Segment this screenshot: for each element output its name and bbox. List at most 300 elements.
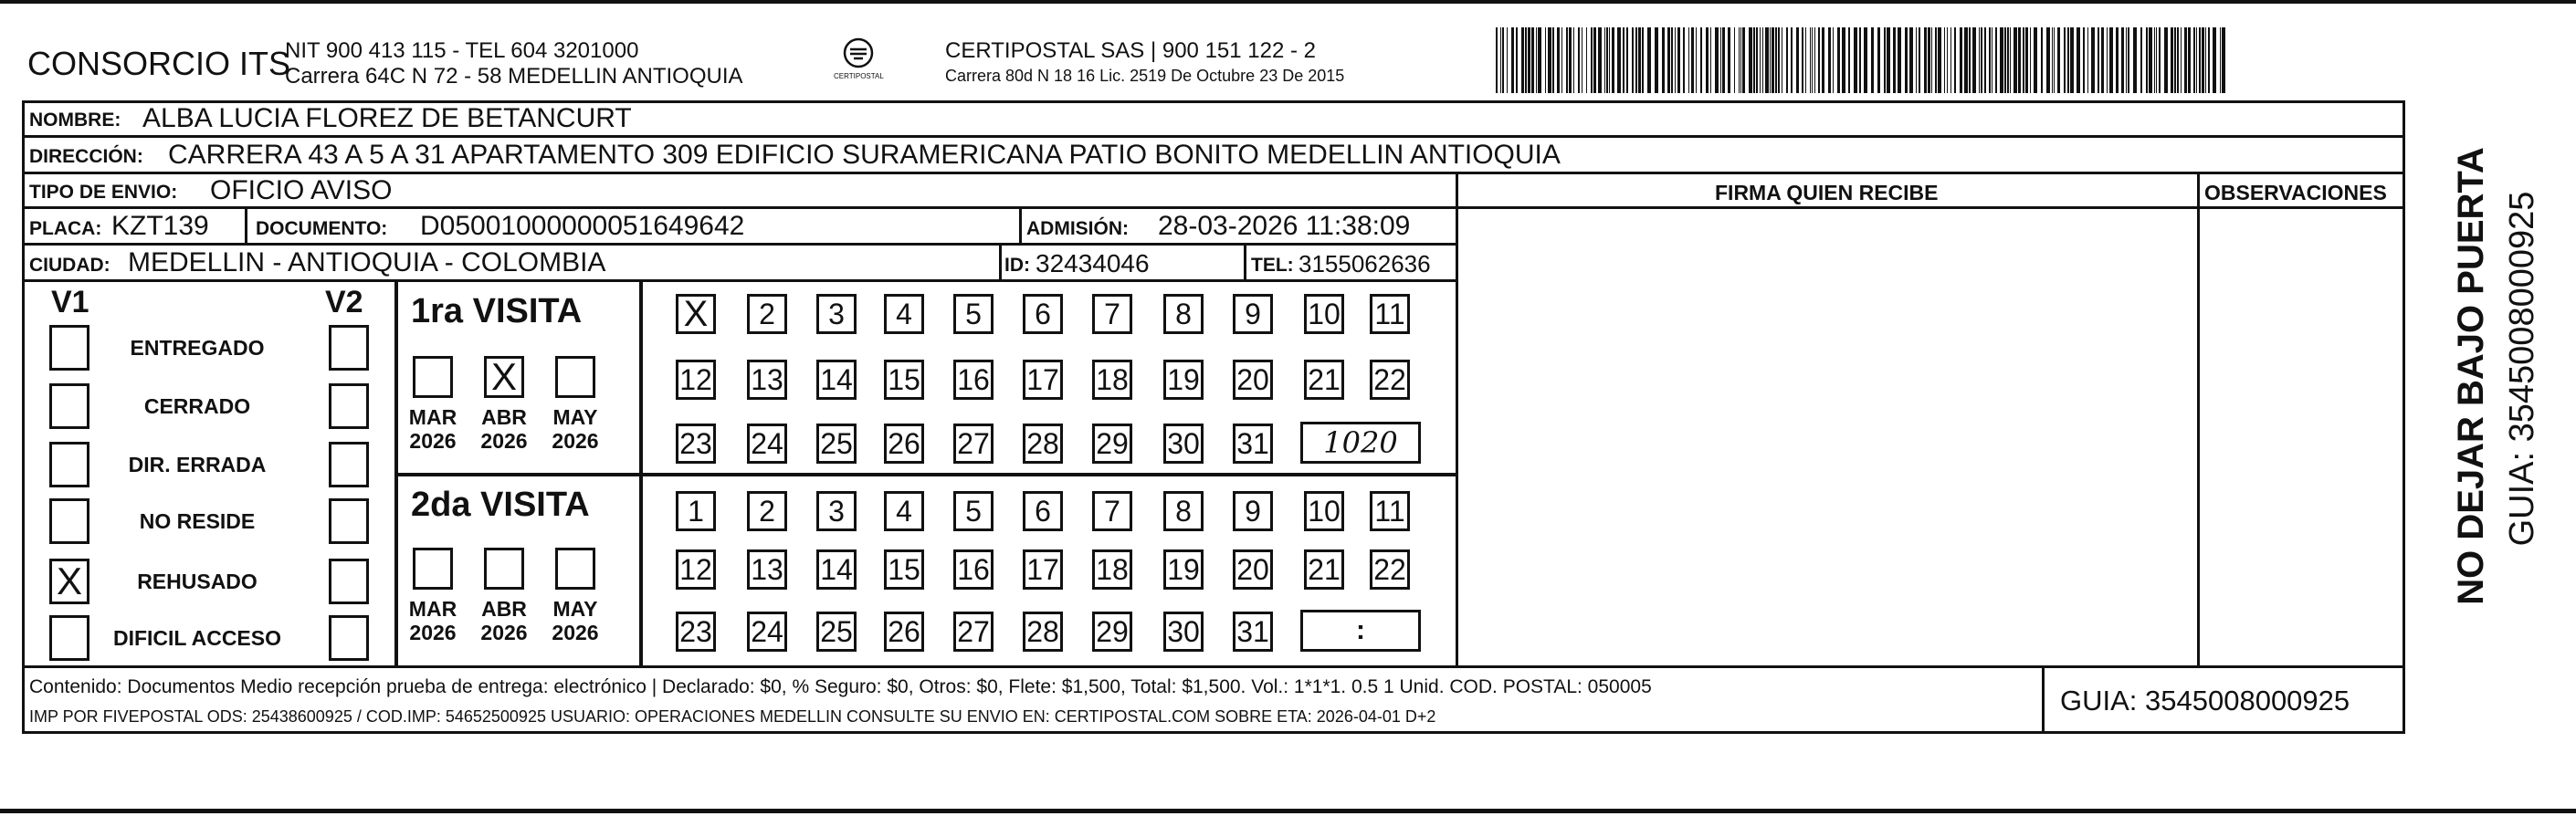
barcode-bar xyxy=(2199,27,2201,93)
visit1-day-box[interactable]: 23 xyxy=(676,424,716,464)
barcode-bar xyxy=(1877,27,1880,93)
barcode-bar xyxy=(2149,27,2152,93)
barcode-bar xyxy=(2196,27,2197,93)
visit1-month-name: MAR xyxy=(408,405,457,429)
barcode-bar xyxy=(1989,27,1991,93)
visit2-day-box[interactable]: 9 xyxy=(1233,491,1273,531)
visit1-day-box[interactable]: 14 xyxy=(816,360,857,400)
visit1-day-box[interactable]: 2 xyxy=(747,294,787,334)
barcode-bar xyxy=(2202,27,2204,93)
barcode-bar xyxy=(1496,27,1498,93)
barcode-bar xyxy=(1924,27,1927,93)
visit1-day-box[interactable]: 8 xyxy=(1163,294,1204,334)
barcode-bar xyxy=(2133,27,2137,93)
barcode-bar xyxy=(1848,27,1850,93)
visit2-day-box[interactable]: 2 xyxy=(747,491,787,531)
barcode-bar xyxy=(1696,27,1697,93)
tel-value: 3155062636 xyxy=(1299,250,1431,277)
barcode-bar xyxy=(2193,27,2195,93)
ciudad-label: CIUDAD: xyxy=(29,255,110,276)
visit1-day-box[interactable]: 7 xyxy=(1092,294,1132,334)
barcode-bar xyxy=(2208,27,2210,93)
barcode-bar xyxy=(1548,27,1551,93)
barcode-bar xyxy=(1810,27,1811,93)
barcode-bar xyxy=(1822,27,1824,93)
barcode-bar xyxy=(1969,27,1971,93)
barcode-bar xyxy=(1604,27,1605,93)
company-address: Carrera 64C N 72 - 58 MEDELLIN ANTIOQUIA xyxy=(285,64,743,89)
barcode-bar xyxy=(2046,27,2050,93)
visit1-day-box[interactable]: 3 xyxy=(816,294,857,334)
barcode-bar xyxy=(2025,27,2028,93)
barcode-bar xyxy=(1688,27,1689,93)
top-border xyxy=(0,0,2576,4)
month-divider xyxy=(639,279,643,668)
barcode-bar xyxy=(1812,27,1813,93)
visit1-day-box[interactable]: 25 xyxy=(816,424,857,464)
visit2-day-box[interactable]: 18 xyxy=(1092,549,1132,590)
barcode-bar xyxy=(2018,27,2021,93)
guia-box-left xyxy=(2042,665,2045,734)
tipo-value: OFICIO AVISO xyxy=(210,175,393,205)
visit1-day-box[interactable]: 15 xyxy=(884,360,924,400)
visit2-month-year: 2026 xyxy=(552,621,599,644)
footer-line1: Contenido: Documentos Medio recepción prueba de entrega: electrónico | Declarado: $0, % Seguro: $0, Otros: $0, Flete: $1,500, Total: $1,500. Vol.: 1*1*1. 0.5 1 Unid. COD. POSTAL: 050005 xyxy=(29,676,1652,697)
id-label: ID: xyxy=(1004,255,1030,276)
status-label: ENTREGADO xyxy=(130,336,265,360)
barcode-bar xyxy=(1760,27,1761,93)
visit-divider xyxy=(394,473,1456,476)
barcode-bar xyxy=(1538,27,1541,93)
barcode-bar xyxy=(2077,27,2080,93)
visit2-month-checkbox[interactable] xyxy=(555,548,595,590)
visit1-day-box[interactable]: 30 xyxy=(1163,424,1204,464)
visit2-day-box[interactable]: 1 xyxy=(676,491,716,531)
barcode-bar xyxy=(1928,27,1930,93)
barcode-bar xyxy=(2083,27,2085,93)
barcode-bar xyxy=(1500,27,1501,93)
visit2-day-box[interactable]: 20 xyxy=(1233,549,1273,590)
visit1-day-box[interactable]: 18 xyxy=(1092,360,1132,400)
barcode-bar xyxy=(1753,27,1755,93)
side-warning: NO DEJAR BAJO PUERTA xyxy=(2451,147,2491,605)
barcode-bar xyxy=(1521,27,1524,93)
barcode-bar xyxy=(2023,27,2024,93)
nombre-value: ALBA LUCIA FLOREZ DE BETANCURT xyxy=(142,103,632,133)
barcode-bar xyxy=(1739,27,1740,93)
barcode-bar xyxy=(1617,27,1621,93)
row-placa-bottom xyxy=(22,243,1456,246)
barcode-bar xyxy=(1642,27,1644,93)
barcode-bar xyxy=(1796,27,1799,93)
visit1-day-box[interactable]: 4 xyxy=(884,294,924,334)
visit1-day-box[interactable]: 13 xyxy=(747,360,787,400)
visit2-day-box[interactable]: 24 xyxy=(747,612,787,652)
barcode-bar xyxy=(1683,27,1685,93)
barcode-bar xyxy=(1531,27,1534,93)
tipo-label: TIPO DE ENVIO: xyxy=(29,182,178,203)
barcode-bar xyxy=(2146,27,2148,93)
barcode-bar xyxy=(2087,27,2088,93)
placa-divider xyxy=(245,206,247,245)
direccion-label: DIRECCIÓN: xyxy=(29,146,143,167)
visit1-month-checkbox[interactable]: X xyxy=(484,356,524,398)
barcode-bar xyxy=(1919,27,1920,93)
visit2-day-box[interactable]: 19 xyxy=(1163,549,1204,590)
visit2-month-name: MAR xyxy=(408,597,457,621)
visit1-day-box[interactable]: 19 xyxy=(1163,360,1204,400)
barcode-bar xyxy=(1802,27,1803,93)
barcode-bar xyxy=(2177,27,2179,93)
barcode-bar xyxy=(2184,27,2187,93)
barcode-bar xyxy=(1632,27,1634,93)
barcode-bar xyxy=(1864,27,1867,93)
visit2-day-box[interactable]: 4 xyxy=(884,491,924,531)
form-right xyxy=(2403,100,2405,734)
id-divider xyxy=(999,243,1002,281)
barcode-bar xyxy=(1740,27,1741,93)
barcode-bar xyxy=(1626,27,1628,93)
visit2-day-box[interactable]: 26 xyxy=(884,612,924,652)
visit2-day-box[interactable]: 8 xyxy=(1163,491,1204,531)
barcode-bar xyxy=(2188,27,2191,93)
visit2-month-year: 2026 xyxy=(480,621,528,644)
visit1-day-box[interactable]: 31 xyxy=(1233,424,1273,464)
barcode-bar xyxy=(2070,27,2074,93)
barcode-bar xyxy=(1677,27,1680,93)
footer-line2: IMP POR FIVEPOSTAL ODS: 25438600925 / COD.IMP: 54652500925 USUARIO: OPERACIONES MEDELLIN CONSULTE SU ENVIO EN: CERTIPOSTAL.COM SOBRE ETA: 2026-04-01 D+2 xyxy=(29,707,1436,726)
visit1-month-year: 2026 xyxy=(552,429,599,453)
barcode-bar xyxy=(1905,27,1908,93)
barcode-bar xyxy=(1516,27,1518,93)
barcode-bar xyxy=(1837,27,1840,93)
barcode-bar xyxy=(1591,27,1593,93)
barcode-bar xyxy=(2013,27,2017,93)
barcode-bar xyxy=(1667,27,1670,93)
tel-label: TEL: xyxy=(1251,255,1294,276)
barcode-bar xyxy=(1722,27,1725,93)
barcode-bar xyxy=(2004,27,2006,93)
barcode-bar xyxy=(1700,27,1702,93)
visit1-month-checkbox[interactable] xyxy=(413,356,453,398)
barcode-bar xyxy=(1964,27,1968,93)
visit1-title: 1ra VISITA xyxy=(411,292,583,330)
barcode-bar xyxy=(1598,27,1602,93)
company-name: CONSORCIO ITS xyxy=(27,45,291,82)
visit2-month-checkbox[interactable] xyxy=(484,548,524,590)
visit1-day-box[interactable]: 16 xyxy=(953,360,994,400)
barcode-bar xyxy=(1525,27,1527,93)
visit1-time-box[interactable] xyxy=(1300,422,1421,464)
visit2-day-box[interactable]: 22 xyxy=(1370,549,1410,590)
visit1-month-checkbox[interactable] xyxy=(555,356,595,398)
barcode-bar xyxy=(1536,27,1537,93)
logo-text: CERTIPOSTAL xyxy=(834,72,884,80)
barcode-bar xyxy=(2041,27,2043,93)
status-label: REHUSADO xyxy=(137,570,258,593)
barcode-bar xyxy=(1909,27,1913,93)
footer-bottom xyxy=(22,731,2405,734)
visit2-day-box[interactable]: 11 xyxy=(1370,491,1410,531)
barcode-bar xyxy=(1742,27,1745,93)
barcode-bar xyxy=(1770,27,1771,93)
barcode-bar xyxy=(1931,27,1932,93)
visit1-time: 1020 xyxy=(1323,425,1398,460)
barcode-bar xyxy=(2067,27,2069,93)
company-nit: NIT 900 413 115 - TEL 604 3201000 xyxy=(285,38,639,63)
ciudad-value: MEDELLIN - ANTIOQUIA - COLOMBIA xyxy=(128,247,606,277)
barcode-bar xyxy=(1573,27,1574,93)
visit2-day-box[interactable]: 16 xyxy=(953,549,994,590)
barcode-bar xyxy=(1833,27,1834,93)
barcode-bar xyxy=(1578,27,1580,93)
visit2-day-box[interactable]: 28 xyxy=(1023,612,1063,652)
status-label: CERRADO xyxy=(143,394,251,418)
barcode-bar xyxy=(2109,27,2113,93)
visit1-month-year: 2026 xyxy=(409,429,457,453)
barcode-bar xyxy=(1647,27,1651,93)
visit1-day-box[interactable]: 20 xyxy=(1233,360,1273,400)
barcode-bar xyxy=(1566,27,1568,93)
visit2-day-box[interactable]: 15 xyxy=(884,549,924,590)
visit1-day-box[interactable]: 28 xyxy=(1023,424,1063,464)
barcode-bar xyxy=(1528,27,1530,93)
barcode-bar xyxy=(1561,27,1562,93)
placa-label: PLACA: xyxy=(29,218,102,239)
barcode-bar xyxy=(1960,27,1962,93)
visit2-day-box[interactable]: 12 xyxy=(676,549,716,590)
visit2-day-box[interactable]: 31 xyxy=(1233,612,1273,652)
placa-value: KZT139 xyxy=(111,211,209,241)
barcode-bar xyxy=(1545,27,1546,93)
barcode-bar xyxy=(1854,27,1857,93)
carrier-address: Carrera 80d N 18 16 Lic. 2519 De Octubre 23 De 2015 xyxy=(945,67,1345,85)
barcode-bar xyxy=(1675,27,1676,93)
admision-value: 28-03-2026 11:38:09 xyxy=(1158,211,1411,241)
barcode-bar xyxy=(1818,27,1820,93)
firma-label: FIRMA QUIEN RECIBE xyxy=(1715,181,1939,204)
barcode-bar xyxy=(1947,27,1948,93)
visit1-month-name: ABR xyxy=(481,405,527,429)
barcode-bar xyxy=(1734,27,1735,93)
barcode-bar xyxy=(1984,27,1986,93)
barcode-bar xyxy=(2205,27,2206,93)
barcode-bar xyxy=(2213,27,2216,93)
v1-label: V1 xyxy=(51,285,89,319)
visit1-day-box[interactable]: 26 xyxy=(884,424,924,464)
visit1-day-box[interactable]: 17 xyxy=(1023,360,1063,400)
barcode-bar xyxy=(2030,27,2031,93)
barcode-bar xyxy=(2128,27,2129,93)
status-label: DIR. ERRADA xyxy=(128,453,267,476)
barcode-bar xyxy=(2154,27,2155,93)
documento-label: DOCUMENTO: xyxy=(256,218,388,239)
footer-guia: GUIA: 3545008000925 xyxy=(2060,685,2350,717)
barcode-bar xyxy=(1710,27,1711,93)
barcode-bar xyxy=(1586,27,1587,93)
visit2-day-box[interactable]: 7 xyxy=(1092,491,1132,531)
visit1-day-box[interactable]: 24 xyxy=(747,424,787,464)
status-v1-checkbox[interactable]: X xyxy=(49,559,89,604)
visit1-day-box[interactable]: 5 xyxy=(953,294,994,334)
visit1-day-box[interactable]: 27 xyxy=(953,424,994,464)
visit2-day-box[interactable]: 25 xyxy=(816,612,857,652)
visit2-day-box[interactable]: 10 xyxy=(1304,491,1344,531)
barcode-bar xyxy=(1995,27,1997,93)
visit1-day-box[interactable]: 12 xyxy=(676,360,716,400)
visit1-day-box[interactable]: 11 xyxy=(1370,294,1410,334)
visit2-day-box[interactable]: 23 xyxy=(676,612,716,652)
visit2-day-box[interactable]: 5 xyxy=(953,491,994,531)
documento-value: D05001000000051649642 xyxy=(420,211,745,241)
barcode-bar xyxy=(1691,27,1694,93)
bottom-border xyxy=(0,809,2576,813)
barcode-bar xyxy=(2164,27,2168,93)
barcode-bar xyxy=(1893,27,1896,93)
visit2-day-box[interactable]: 6 xyxy=(1023,491,1063,531)
barcode-bar xyxy=(1898,27,1901,93)
barcode-bar xyxy=(1884,27,1886,93)
status-label: NO RESIDE xyxy=(139,509,256,533)
visit1-day-box[interactable]: X xyxy=(676,294,716,334)
status-label: DIFICIL ACCESO xyxy=(112,626,281,650)
barcode-bar xyxy=(1720,27,1721,93)
barcode-bar xyxy=(1552,27,1554,93)
barcode-bar xyxy=(2054,27,2055,93)
barcode-bar xyxy=(1935,27,1937,93)
barcode-bar xyxy=(1828,27,1831,93)
barcode-bar xyxy=(2121,27,2124,93)
tel-divider xyxy=(1244,243,1246,281)
visit1-day-box[interactable]: 29 xyxy=(1092,424,1132,464)
barcode-bar xyxy=(1502,27,1504,93)
barcode-bar xyxy=(1569,27,1572,93)
visit2-month-name: MAY xyxy=(552,597,598,621)
barcode-bar xyxy=(1842,27,1845,93)
barcode-bar xyxy=(2098,27,2099,93)
visit1-day-box[interactable]: 21 xyxy=(1304,360,1344,400)
visit1-month-name: MAY xyxy=(552,405,598,429)
visit2-day-box[interactable]: 21 xyxy=(1304,549,1344,590)
barcode-bar xyxy=(2101,27,2104,93)
barcode-bar xyxy=(1749,27,1752,93)
barcode-bar xyxy=(1706,27,1709,93)
barcode-bar xyxy=(1511,27,1514,93)
visit2-time: : xyxy=(1356,615,1365,645)
barcode-bar xyxy=(1655,27,1658,93)
visit2-day-box[interactable]: 27 xyxy=(953,612,994,652)
observaciones-label: OBSERVACIONES xyxy=(2204,181,2387,204)
barcode-bar xyxy=(2116,27,2119,93)
barcode-bar xyxy=(1972,27,1976,93)
barcode-bar xyxy=(2034,27,2037,93)
certipostal-logo xyxy=(826,37,890,87)
barcode-bar xyxy=(2222,27,2225,93)
barcode-bar xyxy=(1979,27,1980,93)
visit2-day-box[interactable]: 3 xyxy=(816,491,857,531)
visit2-month-name: ABR xyxy=(481,597,527,621)
nombre-label: NOMBRE: xyxy=(29,110,121,131)
barcode-bar xyxy=(2174,27,2176,93)
barcode-bar xyxy=(1859,27,1861,93)
barcode-bar xyxy=(1954,27,1956,93)
visit2-time-box[interactable] xyxy=(1300,610,1421,652)
admision-label: ADMISIÓN: xyxy=(1026,218,1129,239)
barcode-bar xyxy=(1772,27,1774,93)
visit2-day-box[interactable]: 29 xyxy=(1092,612,1132,652)
visit1-day-box[interactable]: 6 xyxy=(1023,294,1063,334)
barcode-bar xyxy=(1507,27,1508,93)
barcode-bar xyxy=(1938,27,1941,93)
barcode-bar xyxy=(2064,27,2066,93)
barcode-bar xyxy=(1805,27,1806,93)
carrier-name: CERTIPOSTAL SAS | 900 151 122 - 2 xyxy=(945,38,1316,63)
barcode-bar xyxy=(1791,27,1793,93)
visit1-month-year: 2026 xyxy=(480,429,528,453)
visit2-day-box[interactable]: 14 xyxy=(816,549,857,590)
barcode-bar xyxy=(1606,27,1608,93)
barcode-bar xyxy=(1944,27,1945,93)
visit2-month-checkbox[interactable] xyxy=(413,548,453,590)
barcode-bar xyxy=(2052,27,2053,93)
barcode-bar xyxy=(2091,27,2095,93)
row-direccion-bottom xyxy=(22,172,2405,174)
barcode-bar xyxy=(2171,27,2173,93)
barcode-bar xyxy=(1786,27,1788,93)
barcode-bar xyxy=(2010,27,2011,93)
barcode xyxy=(1496,27,2226,93)
obs-left xyxy=(2197,172,2200,668)
form-bottom xyxy=(22,665,2405,668)
barcode-bar xyxy=(1765,27,1769,93)
barcode-bar xyxy=(1715,27,1719,93)
firma-header-bottom xyxy=(1456,206,2405,209)
visit1-day-box[interactable]: 10 xyxy=(1304,294,1344,334)
barcode-bar xyxy=(2159,27,2161,93)
visit2-day-box[interactable]: 17 xyxy=(1023,549,1063,590)
barcode-bar xyxy=(1638,27,1641,93)
barcode-bar xyxy=(1950,27,1951,93)
visit2-month-year: 2026 xyxy=(409,621,457,644)
barcode-bar xyxy=(1756,27,1758,93)
visit2-day-box[interactable]: 30 xyxy=(1163,612,1204,652)
v2-label: V2 xyxy=(325,285,363,319)
barcode-bar xyxy=(1981,27,1982,93)
visit2-day-box[interactable]: 13 xyxy=(747,549,787,590)
barcode-bar xyxy=(1557,27,1560,93)
barcode-bar xyxy=(2156,27,2157,93)
direccion-value: CARRERA 43 A 5 A 31 APARTAMENTO 309 EDIFICIO SURAMERICANA PATIO BONITO MEDELLIN ANTIOQUIA xyxy=(168,140,1561,170)
barcode-bar xyxy=(2181,27,2182,93)
status-divider xyxy=(394,279,398,668)
barcode-bar xyxy=(1671,27,1673,93)
visit1-day-box[interactable]: 22 xyxy=(1370,360,1410,400)
visit1-day-box[interactable]: 9 xyxy=(1233,294,1273,334)
barcode-bar xyxy=(1609,27,1610,93)
admision-divider xyxy=(1019,206,1022,245)
row-tipo-bottom xyxy=(22,206,1456,209)
barcode-bar xyxy=(2000,27,2003,93)
barcode-bar xyxy=(1728,27,1730,93)
barcode-bar xyxy=(1814,27,1815,93)
barcode-bar xyxy=(2007,27,2009,93)
barcode-bar xyxy=(2140,27,2142,93)
barcode-bar xyxy=(1623,27,1624,93)
barcode-bar xyxy=(2126,27,2127,93)
barcode-bar xyxy=(1612,27,1614,93)
barcode-bar xyxy=(1635,27,1637,93)
barcode-bar xyxy=(1778,27,1780,93)
